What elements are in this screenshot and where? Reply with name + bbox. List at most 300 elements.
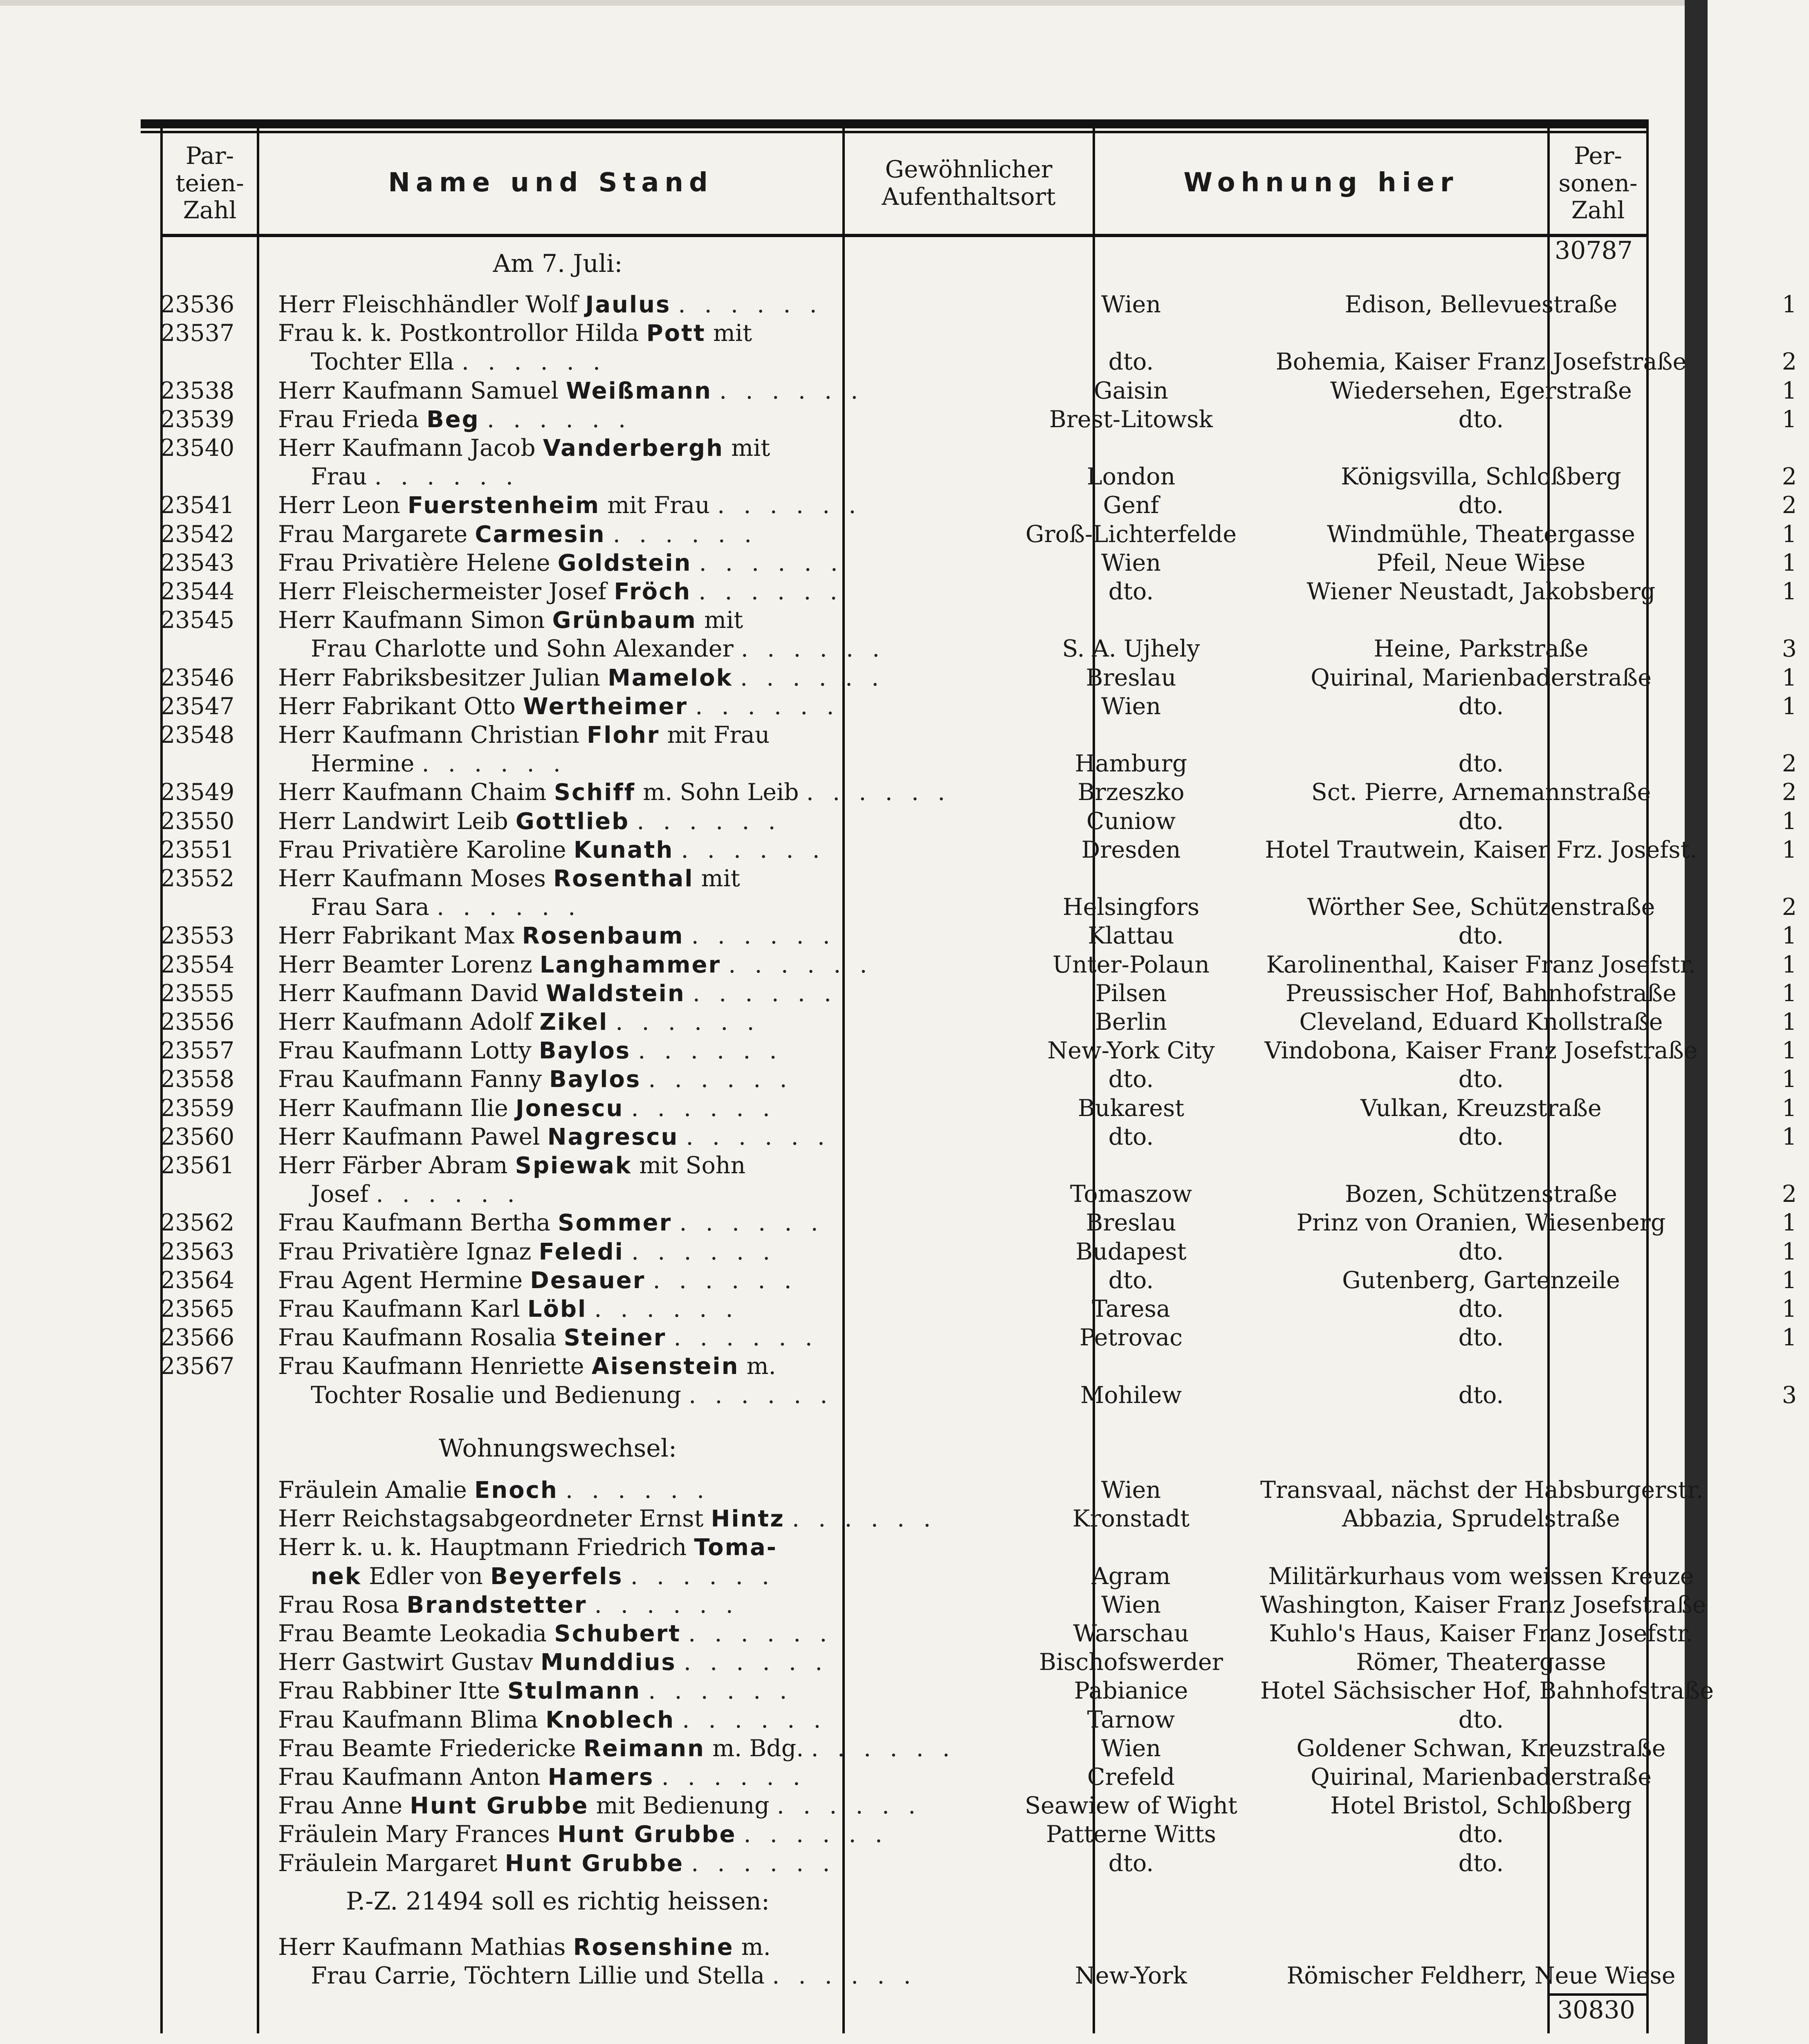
guest-title: Frau Kaufmann Anton xyxy=(278,1764,541,1791)
usual-residence: Pabianice xyxy=(1074,1677,1188,1705)
guest-entry-row xyxy=(160,634,1797,663)
leader-dots: . . . . . . xyxy=(717,492,862,519)
guest-name-and-status xyxy=(278,1820,998,1849)
guest-name-middle: Edler von xyxy=(369,1562,483,1590)
local-address: Edison, Bellevuestraße xyxy=(1344,291,1618,318)
guest-name-and-status xyxy=(278,1065,998,1094)
guest-title: Frau k. k. Postkontrollor Hilda xyxy=(278,320,639,347)
guest-entry-row xyxy=(160,1381,1797,1410)
guest-title: Frau Beamte Leokadia xyxy=(278,1620,547,1647)
local-address: Karolinenthal, Kaiser Franz Josefstr. xyxy=(1266,951,1696,978)
address-change-row xyxy=(160,1648,1649,1676)
local-address: dto. xyxy=(1458,922,1504,950)
guest-entry-row xyxy=(160,721,1649,749)
guest-surname: Beg xyxy=(426,406,480,433)
guest-title: Herr Kaufmann Christian xyxy=(278,722,579,749)
party-number: 23563 xyxy=(160,1238,235,1265)
header-usual-residence: Gewöhnlicher Aufenthaltsort xyxy=(882,155,1056,211)
guest-entry-row xyxy=(160,836,1797,864)
guest-surname: Langhammer xyxy=(539,951,721,978)
leader-dots: . . . . . . xyxy=(689,1381,833,1409)
guest-surname: Schiff xyxy=(554,779,636,806)
guest-companions: m. Bdg. xyxy=(712,1735,804,1762)
guest-name-and-status xyxy=(278,1323,998,1352)
guest-title: Herr Landwirt Leib xyxy=(278,807,508,835)
usual-residence: dto. xyxy=(1108,1849,1154,1877)
usual-residence: Wien xyxy=(1101,1477,1161,1504)
usual-residence: Groß-Lichterfelde xyxy=(1025,520,1237,548)
person-count: 1 xyxy=(1782,520,1797,548)
guest-name-and-status xyxy=(278,1504,998,1533)
guest-entry-row xyxy=(160,520,1797,549)
guest-name-and-status xyxy=(278,434,998,463)
guest-surname: Mamelok xyxy=(608,664,733,691)
section-change-of-address: Wohnungswechsel: xyxy=(438,1434,677,1463)
party-number: 23545 xyxy=(160,607,235,634)
guest-title: Herr Gastwirt Gustav xyxy=(278,1649,533,1676)
header-bottom-rule xyxy=(160,234,1649,237)
leader-dots: . . . . . . xyxy=(686,1123,830,1150)
leader-dots: . . . . . . xyxy=(630,1562,775,1590)
person-count: 2 xyxy=(1782,779,1797,806)
guest-surname: Schubert xyxy=(554,1620,681,1647)
guest-surname: Baylos xyxy=(549,1066,641,1093)
leader-dots: . . . . . . xyxy=(376,1181,521,1208)
guest-title: Herr Kaufmann Simon xyxy=(278,607,545,634)
guest-title: Herr Fabriksbesitzer Julian xyxy=(278,664,600,691)
guest-entry-row xyxy=(160,549,1797,577)
guest-name-and-status xyxy=(278,549,998,578)
guest-title: Frau Kaufmann Karl xyxy=(278,1295,520,1322)
usual-residence: Wien xyxy=(1101,1735,1161,1762)
guest-name-and-status xyxy=(278,921,998,950)
guest-title: Herr Beamter Lorenz xyxy=(278,951,532,978)
guest-surname: Fuerstenheim xyxy=(407,492,600,519)
guest-title: Frau Agent Hermine xyxy=(278,1266,523,1294)
guest-surname: Spiewak xyxy=(515,1152,632,1179)
guest-title: Frau xyxy=(311,463,367,491)
guest-title: Herr Kaufmann David xyxy=(278,979,539,1007)
address-change-row xyxy=(160,1591,1706,1619)
guest-name-and-status xyxy=(278,1094,998,1123)
guest-name-and-status xyxy=(278,1619,998,1648)
party-number: 23548 xyxy=(160,722,235,749)
guest-name-and-status xyxy=(278,1008,998,1037)
guest-name-and-status xyxy=(311,347,998,376)
person-count: 2 xyxy=(1782,492,1797,519)
guest-surname: Flohr xyxy=(587,722,660,749)
guest-title: Herr Färber Abram xyxy=(278,1152,508,1179)
usual-residence: Breslau xyxy=(1086,1209,1176,1237)
person-count: 1 xyxy=(1782,1266,1797,1294)
leader-dots: . . . . . . xyxy=(743,1821,888,1848)
guest-name-and-status xyxy=(278,1237,998,1266)
usual-residence: Budapest xyxy=(1075,1238,1187,1265)
guest-title: Herr Fabrikant Otto xyxy=(278,693,516,720)
leader-dots: . . . . . . xyxy=(719,377,864,404)
local-address: Römischer Feldherr, Neue Wiese xyxy=(1286,1962,1676,1990)
page-edge-top xyxy=(0,0,1708,6)
person-count: 3 xyxy=(1782,635,1797,663)
local-address: dto. xyxy=(1458,1238,1504,1265)
address-change-row xyxy=(160,1763,1652,1791)
guest-surname: Pott xyxy=(646,320,706,347)
party-number: 23565 xyxy=(160,1295,235,1322)
header-name-and-status: Name und Stand xyxy=(388,168,714,198)
leader-dots: . . . . . . xyxy=(682,1706,827,1733)
guest-title: Herr Reichstagsabgeordneter Ernst xyxy=(278,1505,704,1533)
guest-name-and-status xyxy=(278,1476,998,1505)
leader-dots: . . . . . . xyxy=(461,348,606,376)
leader-dots: . . . . . . xyxy=(699,549,844,576)
guest-companions: mit xyxy=(713,320,752,347)
person-count: 1 xyxy=(1782,1209,1797,1237)
leader-dots: . . . . . . xyxy=(637,807,781,835)
guest-entry-row xyxy=(160,1123,1797,1151)
leader-dots: . . . . . . xyxy=(698,578,843,605)
party-number: 23561 xyxy=(160,1152,235,1179)
local-address: Heine, Parkstraße xyxy=(1374,635,1589,663)
guest-entry-row xyxy=(160,577,1797,606)
guest-entry-row xyxy=(160,921,1797,950)
leader-dots: . . . . . . xyxy=(613,520,758,548)
correction-row xyxy=(160,1961,1676,1990)
person-count: 1 xyxy=(1782,1123,1797,1150)
guest-name-and-status xyxy=(278,836,998,865)
usual-residence: Kronstadt xyxy=(1072,1505,1190,1533)
guest-name-and-status xyxy=(278,663,998,693)
local-address: dto. xyxy=(1458,1706,1504,1733)
guest-name-and-status xyxy=(278,1706,998,1735)
local-address: Bozen, Schützenstraße xyxy=(1345,1181,1617,1208)
guest-companions: mit Bedienung xyxy=(596,1792,770,1820)
local-address: dto. xyxy=(1458,807,1504,835)
guest-entry-row xyxy=(160,749,1797,778)
person-count: 1 xyxy=(1782,549,1797,576)
local-address: dto. xyxy=(1458,1324,1504,1351)
guest-surname: Löbl xyxy=(527,1296,587,1322)
guest-name-and-status xyxy=(278,1036,998,1065)
party-number: 23549 xyxy=(160,779,235,806)
leader-dots: . . . . . . xyxy=(437,894,581,921)
party-number: 23558 xyxy=(160,1066,235,1093)
local-address: dto. xyxy=(1458,1123,1504,1150)
guest-title: Frau Kaufmann Rosalia xyxy=(278,1324,557,1351)
guest-title: Frau Kaufmann Blima xyxy=(278,1706,538,1733)
leader-dots: . . . . . . xyxy=(594,1591,739,1618)
usual-residence: Bukarest xyxy=(1077,1094,1185,1122)
usual-residence: Bischofswerder xyxy=(1039,1649,1223,1676)
guest-title: Herr k. u. k. Hauptmann Friedrich xyxy=(278,1534,687,1561)
person-count: 1 xyxy=(1782,1324,1797,1351)
guest-name-and-status xyxy=(278,1763,998,1792)
guest-surname: Hintz xyxy=(711,1506,785,1533)
party-number: 23543 xyxy=(160,549,235,576)
local-address: Königsvilla, Schloßberg xyxy=(1341,463,1621,491)
guest-name-and-status xyxy=(278,1151,998,1180)
guest-entry-row xyxy=(160,1295,1797,1323)
local-address: dto. xyxy=(1458,1381,1504,1409)
guest-entry-row xyxy=(160,663,1797,692)
guest-surname: Desauer xyxy=(530,1267,646,1294)
leader-dots: . . . . . . xyxy=(374,463,519,491)
guest-title: Herr Kaufmann Moses xyxy=(278,865,546,892)
top-rule xyxy=(141,119,1649,128)
guest-name-and-status xyxy=(278,520,998,549)
party-number: 23550 xyxy=(160,807,235,835)
local-address: Wiedersehen, Egerstraße xyxy=(1330,377,1632,404)
local-address: dto. xyxy=(1458,1066,1504,1093)
header-party-number: Par- teien- Zahl xyxy=(175,141,244,224)
local-address: Pfeil, Neue Wiese xyxy=(1376,549,1586,576)
section-date: Am 7. Juli: xyxy=(493,249,623,278)
guest-entry-row xyxy=(160,1323,1797,1352)
guest-name-and-status xyxy=(278,1849,998,1878)
guest-title: Herr Fleischermeister Josef xyxy=(278,578,607,605)
leader-dots: . . . . . . xyxy=(594,1295,739,1322)
guest-name-and-status xyxy=(278,491,998,520)
guest-entry-row xyxy=(160,1180,1797,1208)
leader-dots: . . . . . . xyxy=(648,1677,793,1705)
guest-surname: Weißmann xyxy=(566,377,712,404)
guest-name-and-status xyxy=(278,1591,998,1620)
guest-title: Herr Leon xyxy=(278,492,400,519)
guest-surname: Knoblech xyxy=(545,1706,675,1733)
guest-name-and-status xyxy=(278,319,998,348)
guest-title: Josef xyxy=(311,1181,369,1208)
local-address: Transvaal, nächst der Habsburgerstr. xyxy=(1260,1477,1704,1504)
guest-surname: Hunt Grubbe xyxy=(410,1793,589,1820)
person-count: 1 xyxy=(1782,836,1797,863)
guest-entry-row xyxy=(160,434,1649,462)
guest-title: Frau Kaufmann Bertha xyxy=(278,1209,551,1237)
guest-surname: Aisenstein xyxy=(591,1353,739,1380)
usual-residence: Seawiew of Wight xyxy=(1025,1792,1237,1820)
guest-title: Fräulein Mary Frances xyxy=(278,1821,550,1848)
local-address: dto. xyxy=(1458,1821,1504,1848)
person-count: 2 xyxy=(1782,1181,1797,1208)
guest-surname: Jaulus xyxy=(585,291,671,318)
party-number: 23540 xyxy=(160,435,235,462)
guest-name-and-status xyxy=(278,721,998,750)
guest-surname: Fröch xyxy=(614,578,691,605)
guest-surname: Kunath xyxy=(573,836,674,863)
leader-dots: . . . . . . xyxy=(691,922,836,950)
guest-companions: mit Frau xyxy=(667,722,770,749)
guest-title: Herr Kaufmann Chaim xyxy=(278,779,547,806)
party-number: 23537 xyxy=(160,320,235,347)
party-number: 23567 xyxy=(160,1353,235,1380)
guest-name-and-status xyxy=(278,1676,998,1706)
guest-entry-row xyxy=(160,807,1797,836)
party-number: 23554 xyxy=(160,951,235,978)
address-change-row xyxy=(160,1734,1666,1763)
usual-residence: dto. xyxy=(1108,578,1154,605)
usual-residence: New-York City xyxy=(1047,1037,1215,1065)
guest-name-and-status xyxy=(278,1533,998,1562)
guest-title: Tochter Ella xyxy=(311,348,454,376)
guest-entry-row xyxy=(160,347,1797,376)
local-address: Römer, Theatergasse xyxy=(1356,1649,1606,1676)
guest-name-and-status xyxy=(311,1562,998,1591)
guest-entry-row xyxy=(160,1352,1649,1381)
guest-name-and-status xyxy=(278,1123,998,1152)
local-address: Wiener Neustadt, Jakobsberg xyxy=(1306,578,1656,605)
guest-name-and-status xyxy=(278,1933,998,1962)
guest-surname: Stulmann xyxy=(507,1678,641,1705)
leader-dots: . . . . . . xyxy=(653,1266,797,1294)
guest-surname: Toma- xyxy=(694,1534,778,1561)
guest-entry-row xyxy=(160,606,1649,634)
guest-name-and-status xyxy=(278,1295,998,1324)
guest-surname: Sommer xyxy=(558,1210,672,1237)
header-local-address: Wohnung hier xyxy=(1183,168,1459,198)
person-count: 1 xyxy=(1782,693,1797,720)
usual-residence: Dresden xyxy=(1081,836,1181,863)
person-count: 1 xyxy=(1782,1037,1797,1065)
guest-entry-row xyxy=(160,491,1797,520)
party-number: 23541 xyxy=(160,492,235,519)
guest-entry-row xyxy=(160,864,1649,893)
party-number: 23564 xyxy=(160,1266,235,1294)
leader-dots: . . . . . . xyxy=(692,979,837,1007)
guest-surname: Nagrescu xyxy=(547,1123,679,1150)
guest-name-and-status xyxy=(278,1734,998,1763)
guest-title: Fräulein Amalie xyxy=(278,1477,467,1504)
guest-title: Fräulein Margaret xyxy=(278,1849,498,1877)
guest-surname: Reimann xyxy=(583,1735,705,1762)
person-count: 3 xyxy=(1782,1381,1797,1409)
guest-companions: mit xyxy=(731,435,770,462)
address-change-row xyxy=(160,1504,1649,1533)
guest-title: Frau Kaufmann Fanny xyxy=(278,1066,542,1093)
usual-residence: Taresa xyxy=(1092,1295,1170,1322)
person-count: 1 xyxy=(1782,1295,1797,1322)
guest-companions: m. xyxy=(741,1934,771,1961)
guest-surname: Rosenshine xyxy=(573,1934,734,1961)
guest-title: Frau Privatière Karoline xyxy=(278,836,566,863)
guest-name-and-status xyxy=(278,864,998,893)
guest-entry-row xyxy=(160,1266,1797,1295)
guest-name-and-status xyxy=(311,462,998,491)
person-count: 1 xyxy=(1782,1238,1797,1265)
usual-residence: Gaisin xyxy=(1094,377,1168,404)
guest-companions: mit Sohn xyxy=(639,1152,746,1179)
guest-surname: Enoch xyxy=(474,1477,558,1504)
usual-residence: Brest-Litowsk xyxy=(1049,406,1213,433)
guest-entry-row xyxy=(160,950,1797,979)
local-address: Kuhlo's Haus, Kaiser Franz Josefstr. xyxy=(1269,1620,1693,1647)
usual-residence: New-York xyxy=(1075,1962,1187,1990)
usual-residence: dto. xyxy=(1108,1066,1154,1093)
local-address: Militärkurhaus vom weissen Kreuze xyxy=(1268,1562,1694,1590)
guest-surname: nek xyxy=(311,1563,362,1590)
running-total-bottom: 30830 xyxy=(1547,1993,1649,2022)
guest-entry-row xyxy=(160,462,1797,491)
guest-title: Frau Beamte Friedericke xyxy=(278,1735,576,1762)
party-number: 23562 xyxy=(160,1209,235,1237)
party-number: 23538 xyxy=(160,377,235,404)
party-number: 23556 xyxy=(160,1009,235,1035)
section-correction: P.-Z. 21494 soll es richtig heissen: xyxy=(346,1887,770,1916)
guest-name-and-status xyxy=(278,950,998,979)
leader-dots: . . . . . . xyxy=(728,951,873,978)
leader-dots: . . . . . . xyxy=(695,693,840,720)
guest-surname: Goldstein xyxy=(557,549,692,576)
guest-surname: Zikel xyxy=(539,1009,608,1035)
local-address: Hotel Bristol, Schloßberg xyxy=(1330,1792,1632,1820)
party-number: 23552 xyxy=(160,865,235,892)
usual-residence: S. A. Ujhely xyxy=(1062,635,1200,663)
person-count: 1 xyxy=(1782,406,1797,433)
address-change-row xyxy=(160,1619,1693,1648)
guest-title: Hermine xyxy=(311,750,415,778)
leader-dots: . . . . . . xyxy=(688,1620,833,1647)
guest-surname: Baylos xyxy=(539,1038,631,1065)
guest-title: Frau Margarete xyxy=(278,520,468,548)
leader-dots: . . . . . . xyxy=(678,291,823,318)
leader-dots: . . . . . . xyxy=(792,1505,937,1533)
usual-residence: Tarnow xyxy=(1087,1706,1175,1733)
leader-dots: . . . . . . xyxy=(638,1037,783,1065)
leader-dots: . . . . . . xyxy=(772,1962,917,1990)
usual-residence: Patterne Witts xyxy=(1046,1821,1216,1848)
guest-entry-row xyxy=(160,979,1797,1008)
person-count: 2 xyxy=(1782,463,1797,491)
person-count: 1 xyxy=(1782,1094,1797,1122)
guest-name-and-status xyxy=(278,979,998,1008)
leader-dots: . . . . . . xyxy=(683,1649,828,1676)
usual-residence: Mohilew xyxy=(1080,1381,1182,1409)
guest-surname: Wertheimer xyxy=(523,693,688,720)
local-address: Preussischer Hof, Bahnhofstraße xyxy=(1286,979,1677,1007)
local-address: Vulkan, Kreuzstraße xyxy=(1360,1094,1602,1122)
usual-residence: Wien xyxy=(1101,693,1161,720)
usual-residence: Wien xyxy=(1101,1591,1161,1618)
address-change-row xyxy=(160,1791,1649,1820)
guest-surname: Rosenbaum xyxy=(522,923,684,950)
guest-name-and-status xyxy=(278,405,998,434)
guest-name-and-status xyxy=(311,893,998,921)
guest-name-and-status xyxy=(278,290,998,319)
local-address: dto. xyxy=(1458,693,1504,720)
guest-surname: Hamers xyxy=(548,1764,654,1791)
person-count: 1 xyxy=(1782,951,1797,978)
address-change-row xyxy=(160,1562,1694,1591)
address-change-row xyxy=(160,1676,1714,1705)
local-address: Hotel Trautwein, Kaiser Frz. Josefst. xyxy=(1265,836,1697,863)
leader-dots: . . . . . . xyxy=(811,1735,956,1762)
local-address: Abbazia, Sprudelstraße xyxy=(1342,1505,1620,1533)
guest-title: Frau Frieda xyxy=(278,406,419,433)
usual-residence: Warschau xyxy=(1073,1620,1189,1647)
guest-entry-row xyxy=(160,893,1797,921)
top-rule-thin xyxy=(141,131,1649,133)
guest-title: Frau Kaufmann Lotty xyxy=(278,1037,532,1065)
guest-name-and-status xyxy=(311,634,998,663)
guest-title: Frau Sara xyxy=(311,894,429,921)
leader-dots: . . . . . . xyxy=(648,1066,793,1093)
guest-entry-row xyxy=(160,1208,1797,1237)
local-address: Gutenberg, Gartenzeile xyxy=(1342,1266,1620,1294)
guest-name-and-status xyxy=(278,1352,998,1381)
guest-title: Herr Kaufmann Samuel xyxy=(278,377,559,404)
guest-title: Herr Kaufmann Pawel xyxy=(278,1123,540,1150)
local-address: Prinz von Oranien, Wiesenberg xyxy=(1296,1209,1666,1237)
guest-entry-row xyxy=(160,1094,1797,1123)
guest-name-and-status xyxy=(311,1180,998,1208)
person-count: 2 xyxy=(1782,750,1797,778)
